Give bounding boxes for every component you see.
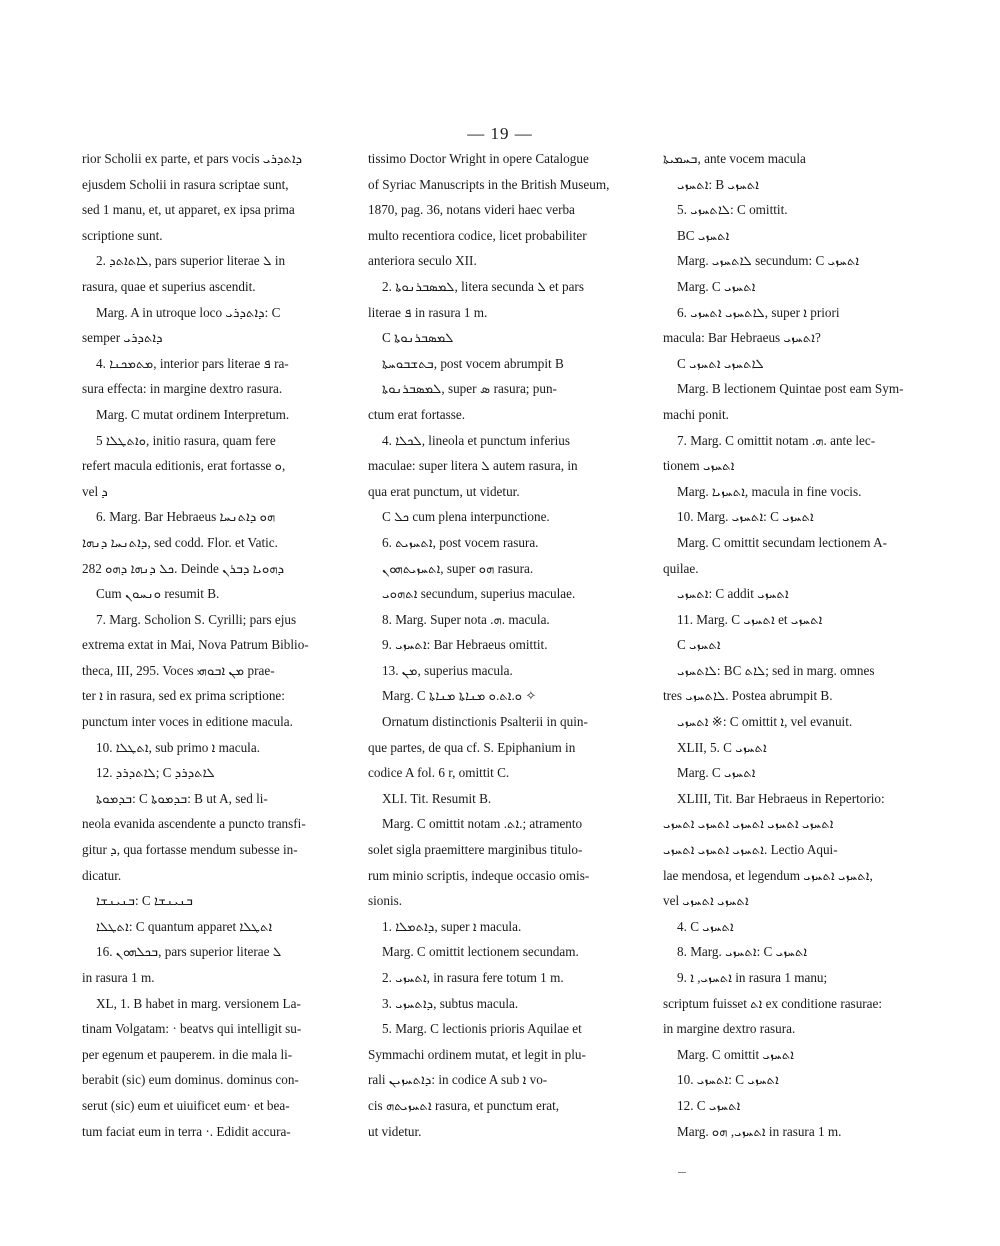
paragraph: Marg. C ܐܬܚܙܝ <box>677 278 756 294</box>
paragraph: 12. C ܐܬܚܙܝ <box>677 1097 741 1113</box>
paragraph: Marg. A in utroque loco ܕܐܬܕܪܝ: C semper ܕܐܬܕܪܝ <box>82 304 281 346</box>
paragraph: 2. ܐܬܚܙܝ, in rasura fere totum 1 m. <box>382 970 564 985</box>
paragraph: Marg. ܐܬܚܙܝܐ, macula in fine vocis. <box>677 483 862 499</box>
paragraph: 5. ܠܐܬܚܙܝ: C omittit. <box>677 202 788 218</box>
paragraph: ܒܚܡܝܬܐ, ante vocem macula <box>663 151 806 166</box>
paragraph: 3. ܕܐܬܚܙܝ, subtus macula. <box>382 995 519 1011</box>
paragraph: Marg. C omittit secundam lectionem A- quilae. <box>663 534 887 576</box>
paragraph: 4. ܡܬܡܟܢܐ, interior pars literae ܦ ra- sura effecta: in margine dextro rasura. <box>82 355 289 397</box>
paragraph: Marg. C omittit lectionem secundam. <box>382 944 579 960</box>
paragraph: 5. Marg. C lectionis prioris Aquilae et Symmachi ordinem mutat, et legit in plu- rali ܕܐܬܚܙܝܢ: in codice A sub ܐ vo- cis ܐܬܚܙܝܬܗ rasura, et punctum erat, ut videtur. <box>368 1021 586 1139</box>
print-speck <box>678 1172 686 1173</box>
paragraph: tissimo Doctor Wright in opere Catalogue of Syriac Manuscripts in the British Museum, 1870, pag. 36, notans videri haec verba multo recentiora codice, licet probabiliter anteriora seculo XII. <box>368 151 610 269</box>
paragraph: 8. Marg. Super nota .ܗ. macula. <box>382 611 550 627</box>
paragraph: Marg. C mutat ordinem Interpretum. <box>96 406 290 422</box>
right-text-column <box>663 146 925 1144</box>
paragraph: Ornatum distinctionis Psalterii in quin- que partes, de qua cf. S. Epiphanium in codice A fol. 6 r, omittit C. <box>368 714 588 781</box>
paragraph: ܐܬܛܠܐ: C quantum apparet ܐܬܛܠܐ <box>96 918 273 934</box>
paragraph: 2. ܠܐܬܐܬܕ, pars superior literae ܠ in rasura, quae et superius ascendit. <box>82 253 286 294</box>
paragraph: 6. ܠܐܬܚܙܝ ܐܬܚܙܝ, super ܐ priori macula: Bar Hebraeus ܐܬܚܙܝ? <box>663 304 840 346</box>
paragraph: 10. ܐܬܛܠܐ, sub primo ܐ macula. <box>96 739 260 755</box>
paragraph: ܐܬܚܙܝܬܗܘܢ, super ܗܘ rasura. <box>382 560 534 576</box>
paragraph: 11. Marg. C ܐܬܚܙܝ et ܐܬܚܙܝ <box>677 611 823 627</box>
paragraph: 2. ܠܡܣܒܪܢܘܬܐ, litera secunda ܠ et pars literae ܦ in rasura 1 m. <box>368 278 584 320</box>
paragraph: 7. Marg. Scholion S. Cyrilli; pars ejus extrema extat in Mai, Nova Patrum Biblio- theca, III, 295. Voces ܡܢ ܐܒܘܗܝ prae- ter ܐ in rasura, sed ex prima scriptione: punctum inter voces in editione macula. <box>82 611 309 730</box>
paragraph: C ܠܡܣܒܪܢܘܬܐ <box>382 330 454 346</box>
paragraph: 9. ܐܬܚܙܝ: Bar Hebraeus omittit. <box>382 637 548 653</box>
paragraph: Marg. C ܐܬܚܙܝ <box>677 765 756 781</box>
middle-text-column <box>368 146 633 1144</box>
paragraph: ܒܕܡܘܬܐ: C ܒܕܡܘܬܐ: B ut A, sed li- neola evanida ascendente a puncto transfi- gitur ܕ, qua fortasse mendum subesse in- dicatur. <box>82 790 306 883</box>
page-number: — 19 — <box>467 124 533 143</box>
paragraph: XL, 1. B habet in marg. versionem La- tinam Volgatam: · beatvs qui intelligit su- per egenum et pauperem. in die mala li- berabit (sic) eum dominus. dominus con- serut (sic) eum et uiuificet eum· et bea- tum faciat eum in terra ·. Edidit accura- <box>82 995 302 1139</box>
paragraph: ܠܐܬܚܙܝ: BC ܠܐܬ; sed in marg. omnes tres ܠܐܬܚܙܝ. Postea abrumpit B. <box>663 662 875 704</box>
paragraph: ܒܢܝܢܫܐ: C ܒܢܝܢܫܐ <box>96 893 193 909</box>
paragraph: 10. ܐܬܚܙܝ: C ܐܬܚܙܝ <box>677 1072 779 1088</box>
paragraph: C ܐܬܚܙܝ <box>677 637 721 653</box>
paragraph: C ܟܠ cum plena interpunctione. <box>382 509 550 525</box>
paragraph: 1. ܕܐܬܡܠܐ, super ܐ macula. <box>382 918 522 934</box>
paragraph: XLI. Tit. Resumit B. <box>382 790 492 806</box>
left-text-column <box>82 146 339 1144</box>
paragraph: C ܠܐܬܚܙܝ ܐܬܚܙܝ <box>677 355 764 371</box>
paragraph: 10. Marg. ܐܬܚܙܝ: C ܐܬܚܙܝ <box>677 509 814 525</box>
paragraph: 4. ܠܟܠܐ, lineola et punctum inferius maculae: super litera ܠ autem rasura, in qua erat punctum, ut videtur. <box>368 432 578 499</box>
paragraph: 6. Marg. Bar Hebraeus ܗܘ ܕܐܬܢܚܐ ܕܐܬܢܚܐ ܕܢܗܐ, sed codd. Flor. et Vatic. 282 ܟܠ ܕܢܗܐ ܕܗܘ. Deinde ܕܗܘܝܐ ܕܒܪܢ <box>82 509 285 576</box>
paragraph: Cum ܘܢܚܘܢ resumit B. <box>96 586 220 602</box>
paragraph: Marg. ܠܐܬܚܙܝ secundum: C ܐܬܚܙܝ <box>677 253 860 269</box>
paragraph: 8. Marg. ܐܬܚܙܝ: C ܐܬܚܙܝ <box>677 944 808 960</box>
paragraph: Marg. C ܘ.ܐܬ.ܘ ܡܢܐܬܐ ܡܢܐܬܐ ✧ <box>382 688 537 704</box>
paragraph: ܐܬܚܙܝ: B ܐܬܚܙܝ <box>677 176 759 192</box>
paragraph: 4. C ܐܬܚܙܝ <box>677 918 734 934</box>
paragraph: Marg. ܐܬܚܙܝ, ܗܘ in rasura 1 m. <box>677 1123 842 1139</box>
paragraph: ܐܬܗܘܝ secundum, superius maculae. <box>382 586 576 602</box>
paragraph: BC ܐܬܚܙܝ <box>677 227 730 243</box>
paragraph: Marg. C omittit ܐܬܚܙܝ <box>677 1046 794 1062</box>
paragraph: 12. ܠܐܬܕܪܕ; C ܠܐܬܕܪܕ <box>96 765 215 781</box>
paragraph: ܠܡܣܒܪܢܘܬܐ, super ܣ rasura; pun- ctum erat fortasse. <box>368 381 557 422</box>
paragraph: ܐܬܚܙܝ: C addit ܐܬܚܙܝ <box>677 586 789 602</box>
paragraph: rior Scholii ex parte, et pars vocis ܕܐܬܕܪܝ ejusdem Scholii in rasura scriptae sunt, sed 1 manu, et, ut apparet, ex ipsa prima scriptione sunt. <box>82 151 303 243</box>
paragraph: ܐܬܚܙܝ ※: C omittit ܐ, vel evanuit. <box>677 714 853 730</box>
paragraph: ܒܬܫܒܘܚܬܐ, post vocem abrumpit B <box>382 355 564 371</box>
paragraph: 5 ܘܐܬܛܠܐ, initio rasura, quam fere refert macula editionis, erat fortasse ܘ, vel ܕ <box>82 432 286 499</box>
paragraph: 7. Marg. C omittit notam .ܗ. ante lec- tionem ܐܬܚܙܝ <box>663 432 876 474</box>
paragraph: Marg. B lectionem Quintae post eam Sym- machi ponit. <box>663 381 904 422</box>
paragraph: XLIII, Tit. Bar Hebraeus in Repertorio: ܐܬܚܙܝ ܐܬܚܙܝ ܐܬܚܙܝ ܐܬܚܙܝ ܐܬܚܙܝ ܐܬܚܙܝ ܐܬܚܙܝ ܐܬܚܙܝ. Lectio Aqui- lae mendosa, et legendum ܐܬܚܙܝ ܐܬܚܙܝ, vel ܐܬܚܙܝ ܐܬܚܙܝ <box>663 790 885 909</box>
paragraph: 16. ܒܟܠܗܘܢ, pars superior literae ܠ in rasura 1 m. <box>82 944 282 985</box>
paragraph: XLII, 5. C ܐܬܚܙܝ <box>677 739 767 755</box>
paragraph: 6. ܐܬܚܙܝܬ, post vocem rasura. <box>382 534 539 550</box>
paragraph: 13. ܡܢ, superius macula. <box>382 662 513 678</box>
paragraph: 9. ܐܬܚܙܝ, ܐ in rasura 1 manu; scriptum fuisset ܐܬ ex conditione rasurae: in margine dextro rasura. <box>663 970 883 1037</box>
paragraph: Marg. C omittit notam .ܐܬ.; atramento solet sigla praemittere marginibus titulo- rum minio scriptis, indeque occasio omis- sionis. <box>368 816 590 909</box>
